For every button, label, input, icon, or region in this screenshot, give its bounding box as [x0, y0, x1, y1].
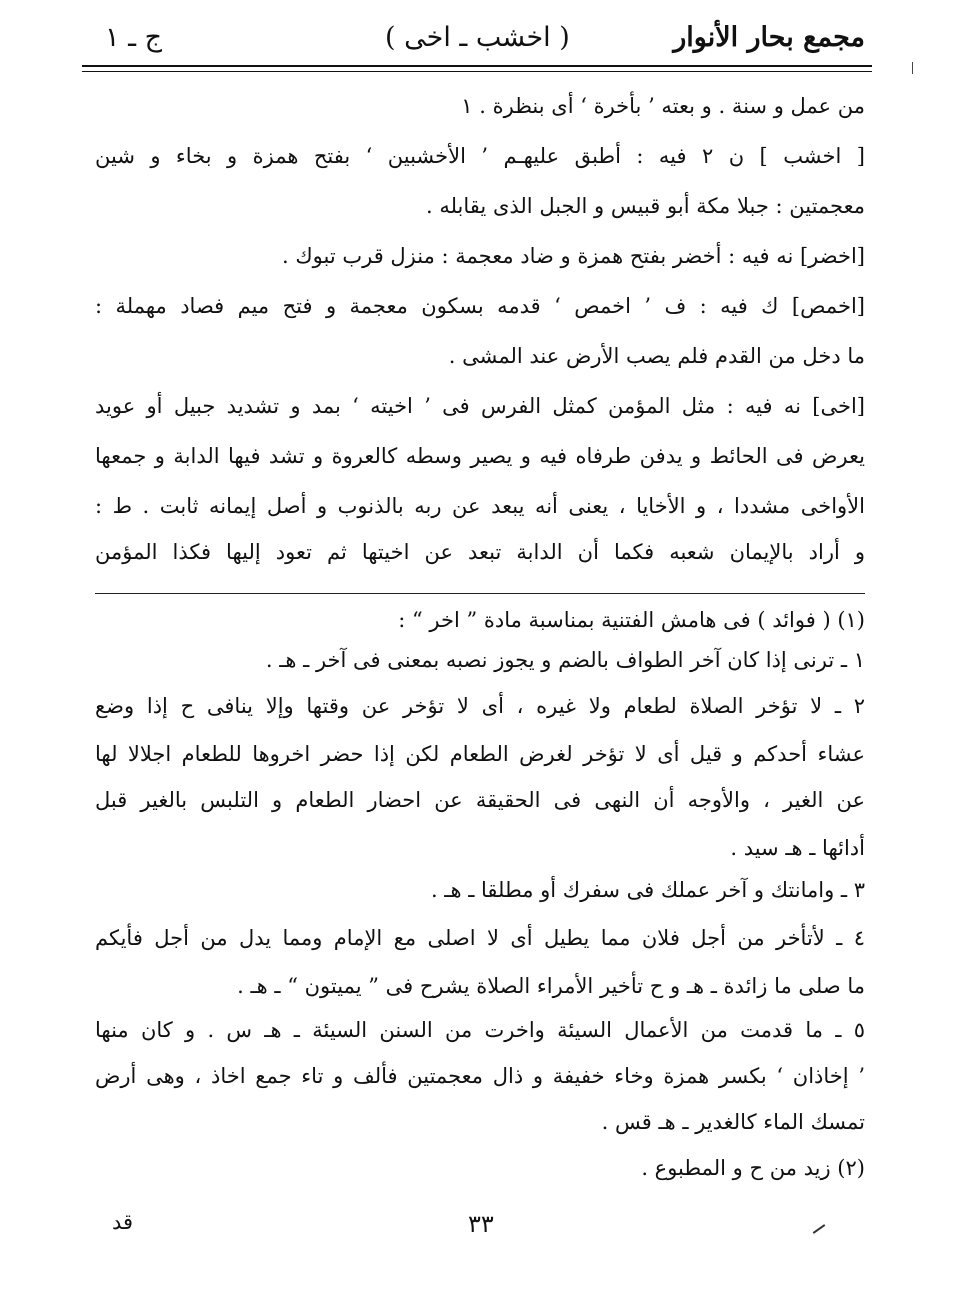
text-line: [اخى] نه فيه : مثل المؤمن كمثل الفرس فى ’ اخيته ‘ بمد و تشديد جبيل أو عويد	[95, 394, 865, 418]
text-line: معجمتين : جبلا مكة أبو قبيس و الجبل الذى يقابله .	[426, 194, 865, 218]
footnotes	[95, 598, 865, 1198]
header-rule-thick	[82, 65, 872, 67]
text-line: يعرض فى الحائط و يدفن طرفاه فيه و يصير وسطه كالعروة و تشد فيها الدابة و جمعها	[95, 444, 865, 468]
footnote-separator	[95, 593, 865, 594]
text-line: [اخضر] نه فيه : أخضر بفتح همزة و ضاد معجمة : منزل قرب تبوك .	[281, 244, 865, 268]
footnote-line: أدائها ـ هـ سيد .	[730, 836, 865, 860]
running-header	[95, 18, 865, 58]
footnote-line: ١ ـ ترنى إذا كان آخر الطواف بالضم و يجوز نصبه بمعنى فى آخر ـ هـ .	[265, 648, 865, 672]
footnote-line: تمسك الماء كالغدير ـ هـ قس .	[601, 1110, 865, 1134]
text-line: الأواخى مشددا ، و الأخايا ، يعنى أنه يبعد عن ربه بالذنوب و أصل إيمانه ثابت . ط :	[95, 494, 865, 518]
page-number: ٣٣	[468, 1210, 494, 1238]
footnote-line: ’ إخاذان ‘ بكسر همزة وخاء خفيفة و ذال معجمتين فألف و تاء جمع اخاذ ، وهى أرض	[95, 1064, 865, 1088]
footnote-line: (٢) زيد من ح و المطبوع .	[641, 1156, 865, 1180]
catchword: قد	[112, 1210, 134, 1234]
footnote-line: ما صلى ما زائدة ـ هـ و ح تأخير الأمراء الصلاة يشرح فى ” يميتون “ ـ هـ .	[237, 974, 865, 998]
footnote-line: ٥ ـ ما قدمت من الأعمال السيئة واخرت من السنن السيئة ـ هـ س . و كان منها	[95, 1018, 865, 1042]
footnote-line: ٣ ـ وامانتك و آخر عملك فى سفرك أو مطلقا ـ هـ .	[430, 878, 865, 902]
text-line: و أراد بالإيمان شعبه فكما أن الدابة تبعد عن اخيتها ثم تعود إليها فكذا المؤمن	[95, 540, 865, 564]
header-rule-thin	[82, 71, 872, 72]
footnote-line: (١) ( فوائد ) فى هامش الفتنية بمناسبة مادة ” اخر “ :	[398, 608, 865, 632]
text-line: من عمل و سنة . و بعته ’ بأخرة ‘ أى بنظرة . ١	[461, 94, 865, 118]
footnote-line: ٢ ـ لا تؤخر الصلاة لطعام ولا غيره ، أى لا تؤخر عن وقتها وإلا ينافى ح إذا وضع	[95, 694, 865, 718]
text-line: [اخمص] ك فيه : ف ’ اخمص ‘ قدمه بسكون معجمة و فتح ميم فصاد مهملة :	[95, 294, 865, 318]
footnote-line: ٤ ـ لأتأخر من أجل فلان مما يطيل أى لا اصلى مع الإمام ومما يدل من أجل فأيكم	[95, 926, 865, 950]
text-line: [ اخشب ] ن ٢ فيه : أطبق عليهـم ’ الأخشبين ‘ بفتح همزة و بخاء و شين	[95, 144, 865, 168]
footnote-line: عن الغير ، والأوجه أن النهى فى الحقيقة عن احضار الطعام و التلبس بالغير قبل	[95, 788, 865, 812]
volume-number: ج ـ ١	[105, 22, 163, 53]
main-text	[95, 84, 865, 584]
text-line: ما دخل من القدم فلم يصب الأرض عند المشى .	[448, 344, 865, 368]
book-title: مجمع بحار الأنوار	[673, 22, 865, 53]
margin-mark	[912, 62, 913, 74]
footnote-line: عشاء أحدكم و قيل أى لا تؤخر لغرض الطعام لكن إذا حضر اخروها للطعام اجلالا لها	[95, 742, 865, 766]
entry-range: ( اخشب ـ اخى )	[385, 22, 570, 53]
stray-mark	[813, 1224, 826, 1234]
